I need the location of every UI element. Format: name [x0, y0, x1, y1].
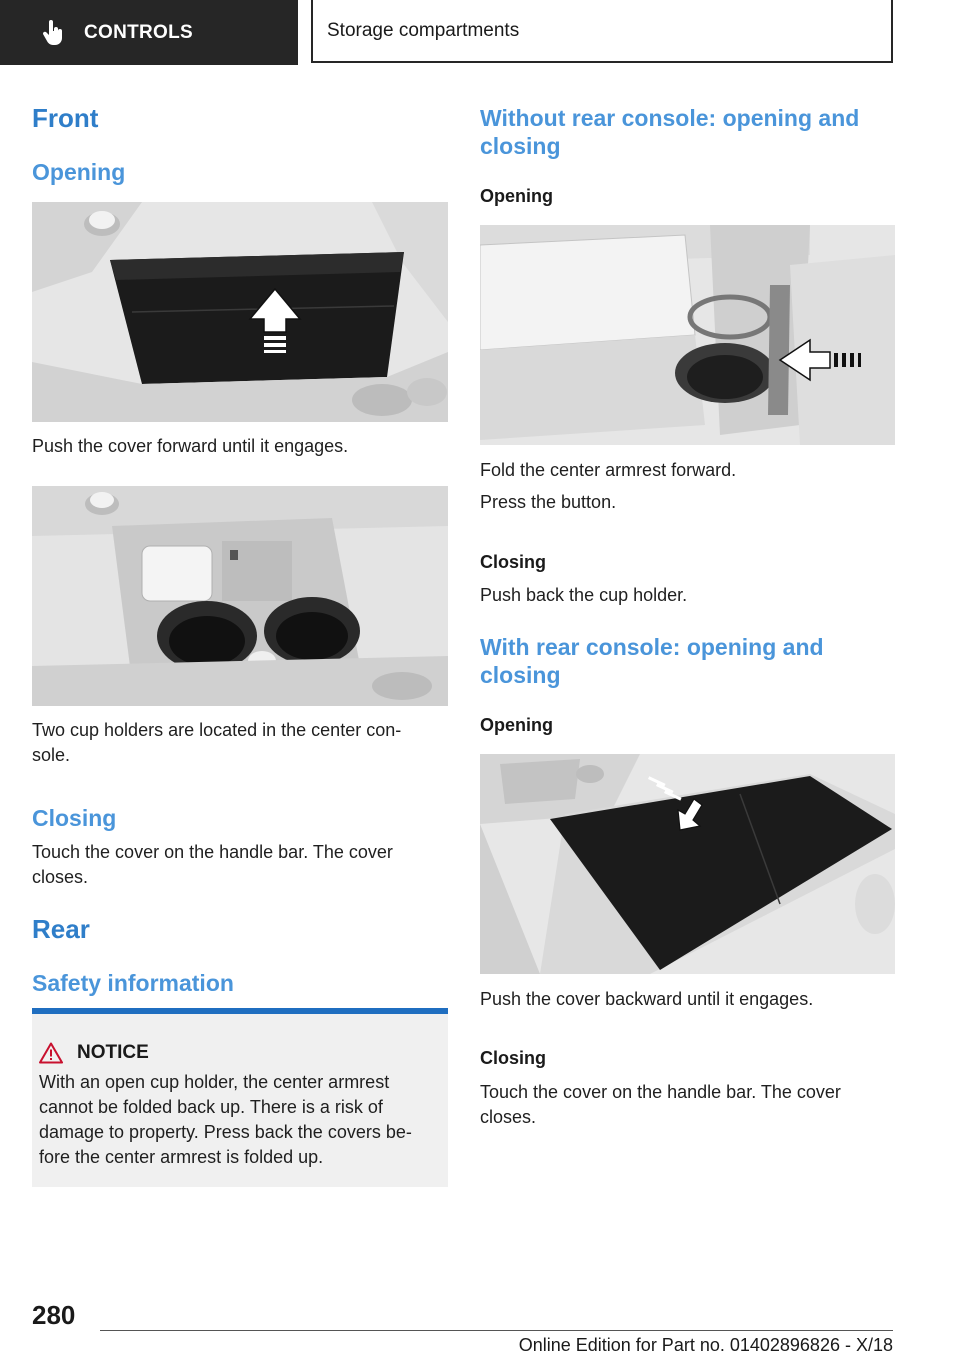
closing-subheading-2: Closing: [480, 1048, 546, 1068]
closing-text-right-line-1: Touch the cover on the handle bar. The cover: [480, 1082, 841, 1102]
safety-information-heading: Safety information: [32, 970, 234, 996]
fold-armrest-instruction: Fold the center armrest forward.: [480, 460, 737, 480]
page-number: 280: [32, 1300, 76, 1330]
push-backward-instruction: Push the cover backward until it engages.: [480, 989, 814, 1009]
cupholders-description-line-2: sole.: [32, 745, 71, 765]
notice-line-3: damage to property. Press back the covers be-: [39, 1122, 412, 1142]
rear-heading: Rear: [32, 914, 90, 944]
closing-heading: Closing: [32, 805, 117, 831]
chapter-title: CONTROLS: [84, 21, 194, 43]
figure-front-cover-opening: [32, 202, 448, 422]
chapter-tab: [0, 0, 298, 65]
hand-pointer-icon: [42, 20, 64, 46]
notice-line-1: With an open cup holder, the center armrest: [39, 1072, 390, 1092]
closing-subheading: Closing: [480, 552, 546, 572]
figure-cup-holders: [32, 486, 448, 706]
notice-box: [32, 1008, 448, 1187]
section-title: Storage compartments: [311, 0, 893, 63]
notice-line-2: cannot be folded back up. There is a risk of: [39, 1097, 383, 1117]
cupholders-description-line-1: Two cup holders are located in the center con-: [32, 720, 402, 740]
opening-heading: Opening: [32, 159, 126, 185]
closing-text-line-1: Touch the cover on the handle bar. The cover: [32, 842, 393, 862]
footer-divider: [100, 1330, 893, 1331]
closing-text-right-line-2: closes.: [480, 1107, 537, 1127]
front-heading: Front: [32, 103, 99, 133]
figure-rear-console-cover: [480, 754, 895, 974]
without-rear-console-heading-line-2: closing: [480, 133, 561, 159]
edition-footer: Online Edition for Part no. 01402896826 - X/18: [518, 1335, 893, 1355]
opening-subheading-2: Opening: [480, 715, 553, 735]
press-button-instruction: Press the button.: [480, 492, 617, 512]
opening-subheading: Opening: [480, 186, 553, 206]
figure-armrest-cup-holder: [480, 225, 895, 445]
warning-triangle-icon: [39, 1042, 63, 1064]
push-back-instruction: Push back the cup holder.: [480, 585, 688, 605]
with-rear-console-heading-line-2: closing: [480, 662, 561, 688]
with-rear-console-heading-line-1: With rear console: opening and: [480, 634, 824, 660]
notice-line-4: fore the center armrest is folded up.: [39, 1147, 324, 1167]
opening-instruction: Push the cover forward until it engages.: [32, 436, 349, 456]
notice-title: NOTICE: [77, 1042, 149, 1063]
without-rear-console-heading-line-1: Without rear console: opening and: [480, 105, 860, 131]
closing-text-line-2: closes.: [32, 867, 89, 887]
